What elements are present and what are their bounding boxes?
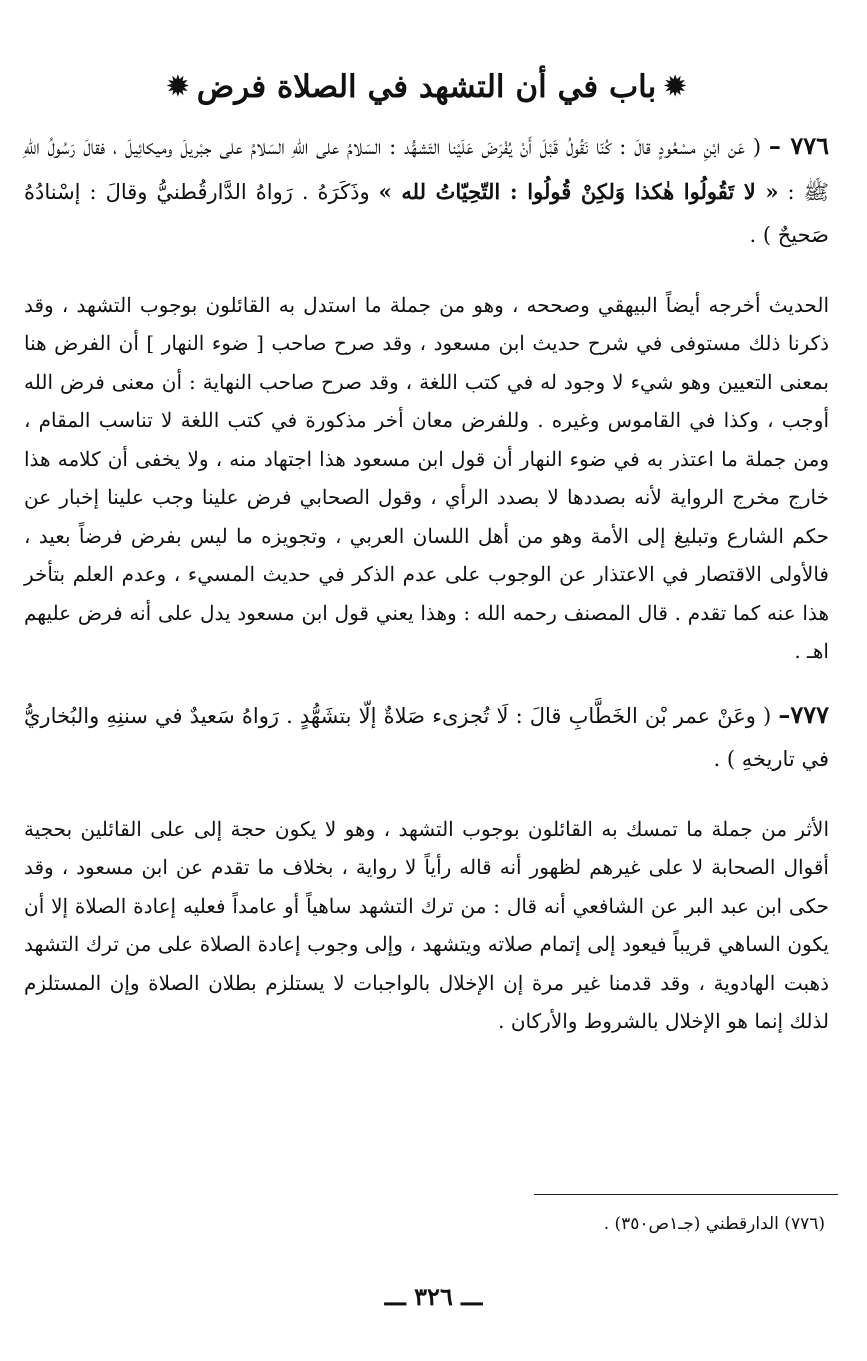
chapter-title: باب في أن التشهد في الصلاة فرض: [196, 69, 657, 105]
hadith-entry-777: [24, 693, 829, 782]
hadith-entry-776: [24, 124, 829, 258]
hadith-number: ٧٧٦ –: [768, 131, 829, 160]
star-burst-ornament-icon: ✹: [166, 72, 189, 102]
hadith-text: ( وعَنْ عمر بْن الخَطَّابِ قالَ : لَا تُجزىء صَلاةٌ إلّا بتشَهُّدٍ . رَواهُ سَعيدٌ في سننِهِ والبُخاريُّ في تاريخهِ ) .: [24, 703, 829, 771]
hadith-number: ٧٧٧–: [778, 699, 829, 729]
footnote-separator: [534, 1194, 838, 1195]
page-number: ـــ ٣٢٦ ـــ: [384, 1282, 483, 1311]
commentary-paragraph: الأثر من جملة ما تمسك به القائلون بوجوب التشهد ، وهو لا يكون حجة إلى على القائلين بحجية أقوال الصحابة لا على غيرهم لظهور أنه قاله رأياً لا رواية ، بخلاف ما تقدم عن ابن مسعود ، وقد حكى ابن عبد البر عن الشافعي أنه قال : من ترك التشهد ساهياً أو عامداً فعليه إعادة الصلاة إلا أن يكون الساهي قريباً فيعود إلى إتمام صلاته ويتشهد ، وإلى وجوب إعادة الصلاة على من ترك التشهد ذهبت الهادوية ، وقد قدمنا غير مرة إن الإخلال بالواجبات لا يستلزم بطلان الصلاة وإن المستلزم لذلك إنما هو الإخلال بالشروط والأركان .: [24, 816, 829, 1033]
hadith-text-tail: وذَكَرَهُ . رَواهُ الدَّارقُطنيُّ وقالَ : إسْنادُهُ صَحيحٌ ) .: [24, 179, 829, 247]
footnote: (٧٧٦) الدارقطني (جـ١ص٣٥٠) .: [603, 1214, 825, 1234]
hadith-text: ( عَن ابْنِ مسْعُودٍ قالَ : كُنّا نَقُولُ قَبْلَ أَنْ يُفْرَضَ عَلَيْنا التَشهُّد : السَلامُ على اللهِ السَلامُ على جبْريلَ وميكائِيلَ ، فقالَ رَسُولُ اللهِ ﷺ :: [24, 135, 829, 204]
hadith-highlight: « لا تَقُولُوا هٰكذا وَلكِنْ قُولُوا : التّحِيّاتُ لله »: [378, 178, 779, 204]
commentary-paragraph: الحديث أخرجه أيضاً البيهقي وصححه ، وهو من جملة ما استدل به القائلون بوجوب التشهد ، وقد ذكرنا ذلك مستوفى في شرح حديث ابن مسعود ، وقد صرح صاحب [ ضوء النهار ] أن الفرض هنا بمعنى التعيين وهو شيء لا وجود له في كتب اللغة ، وقد صرح صاحب النهاية : أن معنى فرض الله أوجب ، وكذا في القاموس وغيره . وللفرض معان أخر مذكورة في كتب اللغة لا تناسب المقام ، ومن جملة ما اعتذر به في ضوء النهار أن قول ابن مسعود هذا اجتهاد منه ، ولا يخفى أن كلامه هذا خارج مخرج الرواية لأنه بصددها لا بصدد الرأي ، وقول الصحابي فرض علينا وجب علينا إخبار عن حكم الشارع وتبليغ إلى الأمة وهو من أهل اللسان العربي ، وتجويزه ما ليس بفرض فرضاً بعيد ، فالأولى الاقتصار في الاعتذار عن الوجوب على عدم الذكر في حديث المسيء ، وعدم العلم بتأخر هذا عنه كما تقدم . قال المصنف رحمه الله : وهذا يعني قول ابن مسعود يدل على أنه فرض عليهم اهـ .: [24, 292, 829, 663]
star-burst-ornament-icon: ✹: [664, 72, 686, 102]
chapter-heading: [24, 58, 829, 116]
